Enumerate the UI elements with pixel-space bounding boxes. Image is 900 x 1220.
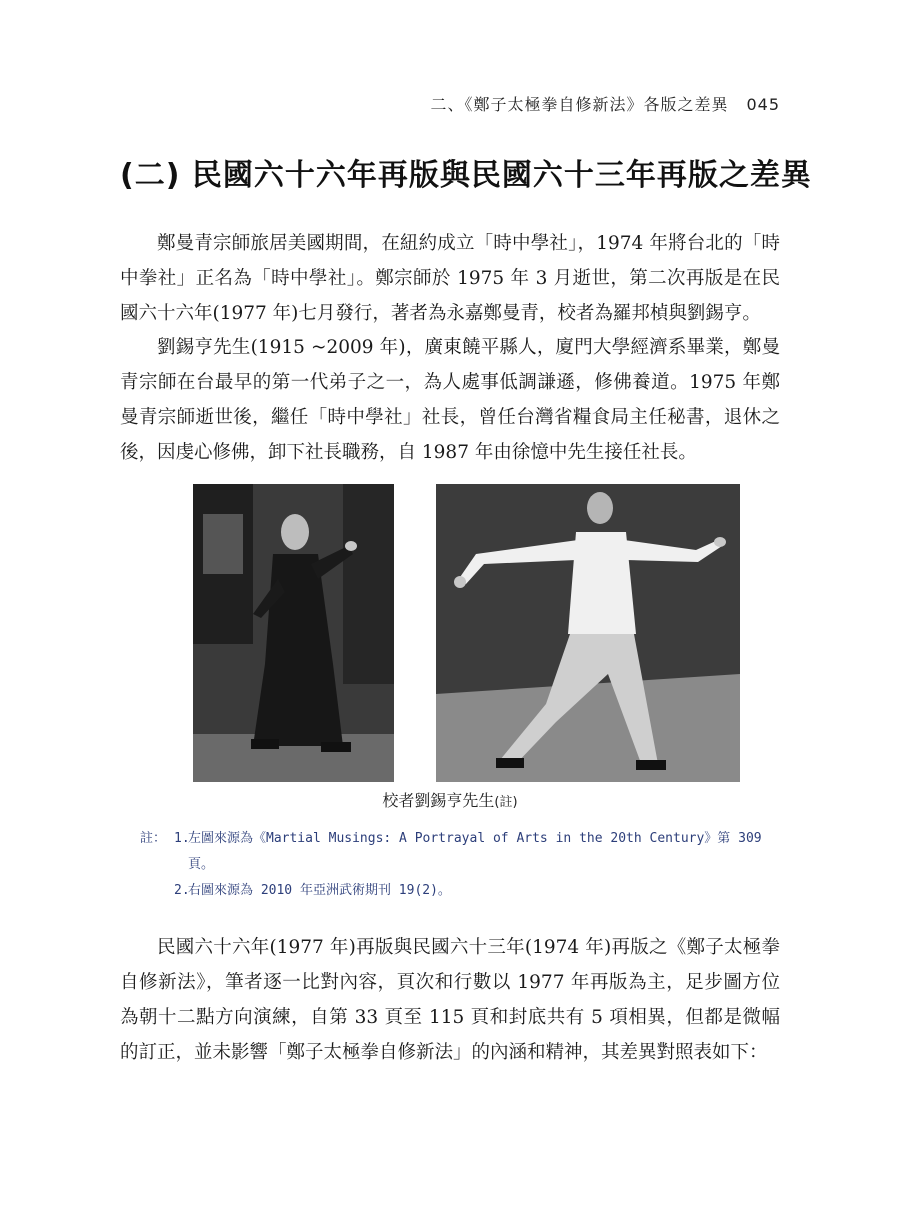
figure-caption xyxy=(0,788,900,811)
footnotes xyxy=(140,826,780,904)
footnote-text: 右圖來源為 2010 年亞洲武術期刊 19(2)。 xyxy=(188,883,451,898)
photo-left-image xyxy=(193,484,394,782)
footnote-number: 2. xyxy=(174,883,190,898)
photo-right-tai-chi-pose xyxy=(436,484,740,782)
footnote-1 xyxy=(140,826,780,878)
page-number: 045 xyxy=(746,95,780,114)
figure-caption-text: 校者劉錫亨先生 xyxy=(382,791,495,810)
footnote-number: 1. xyxy=(174,831,190,846)
figure-caption-note-ref: (註) xyxy=(494,795,518,810)
paragraph-2: 劉錫亨先生(1915 ~2009 年)，廣東饒平縣人，廈門大學經濟系畢業，鄭曼青宗師在台最早的第一代弟子之一，為人處事低調謙遜，修佛養道。1975 年鄭曼青宗師逝世後，繼任「時中學社」社長，曾任台灣省糧食局主任秘書，退休之後，因虔心修佛，卸下社長職務，自 1987 年由徐憶中先生接任社長。 xyxy=(120,337,780,463)
running-title: 二、《鄭子太極拳自修新法》各版之差異 xyxy=(430,95,729,114)
footnote-2 xyxy=(174,878,780,904)
photo-left-tai-chi-pose xyxy=(193,484,394,782)
footnote-label: 註： xyxy=(140,831,167,846)
photo-right-image xyxy=(436,484,740,782)
footnote-text: 左圖來源為《Martial Musings: A Portrayal of Arts in the 20th Century》第 309 頁。 xyxy=(188,831,762,872)
running-header xyxy=(430,92,780,115)
section-title: (二) 民國六十六年再版與民國六十三年再版之差異 xyxy=(120,158,812,193)
paragraph-3: 民國六十六年(1977 年)再版與民國六十三年(1974 年)再版之《鄭子太極拳自修新法》，筆者逐一比對內容，頁次和行數以 1977 年再版為主，足步圖方位為朝十二點方向演練，自第 33 頁至 115 頁和封底共有 5 項相異，但都是微幅的訂正，並未影響「鄭子太極拳自修新法」的內涵和精神，其差異對照表如下： xyxy=(120,937,780,1063)
paragraph-1: 鄭曼青宗師旅居美國期間，在紐約成立「時中學社」，1974 年將台北的「時中拳社」正名為「時中學社」。鄭宗師於 1975 年 3 月逝世，第二次再版是在民國六十六年(1977 年)七月發行，著者為永嘉鄭曼青，校者為羅邦楨與劉錫亨。 xyxy=(120,233,780,324)
